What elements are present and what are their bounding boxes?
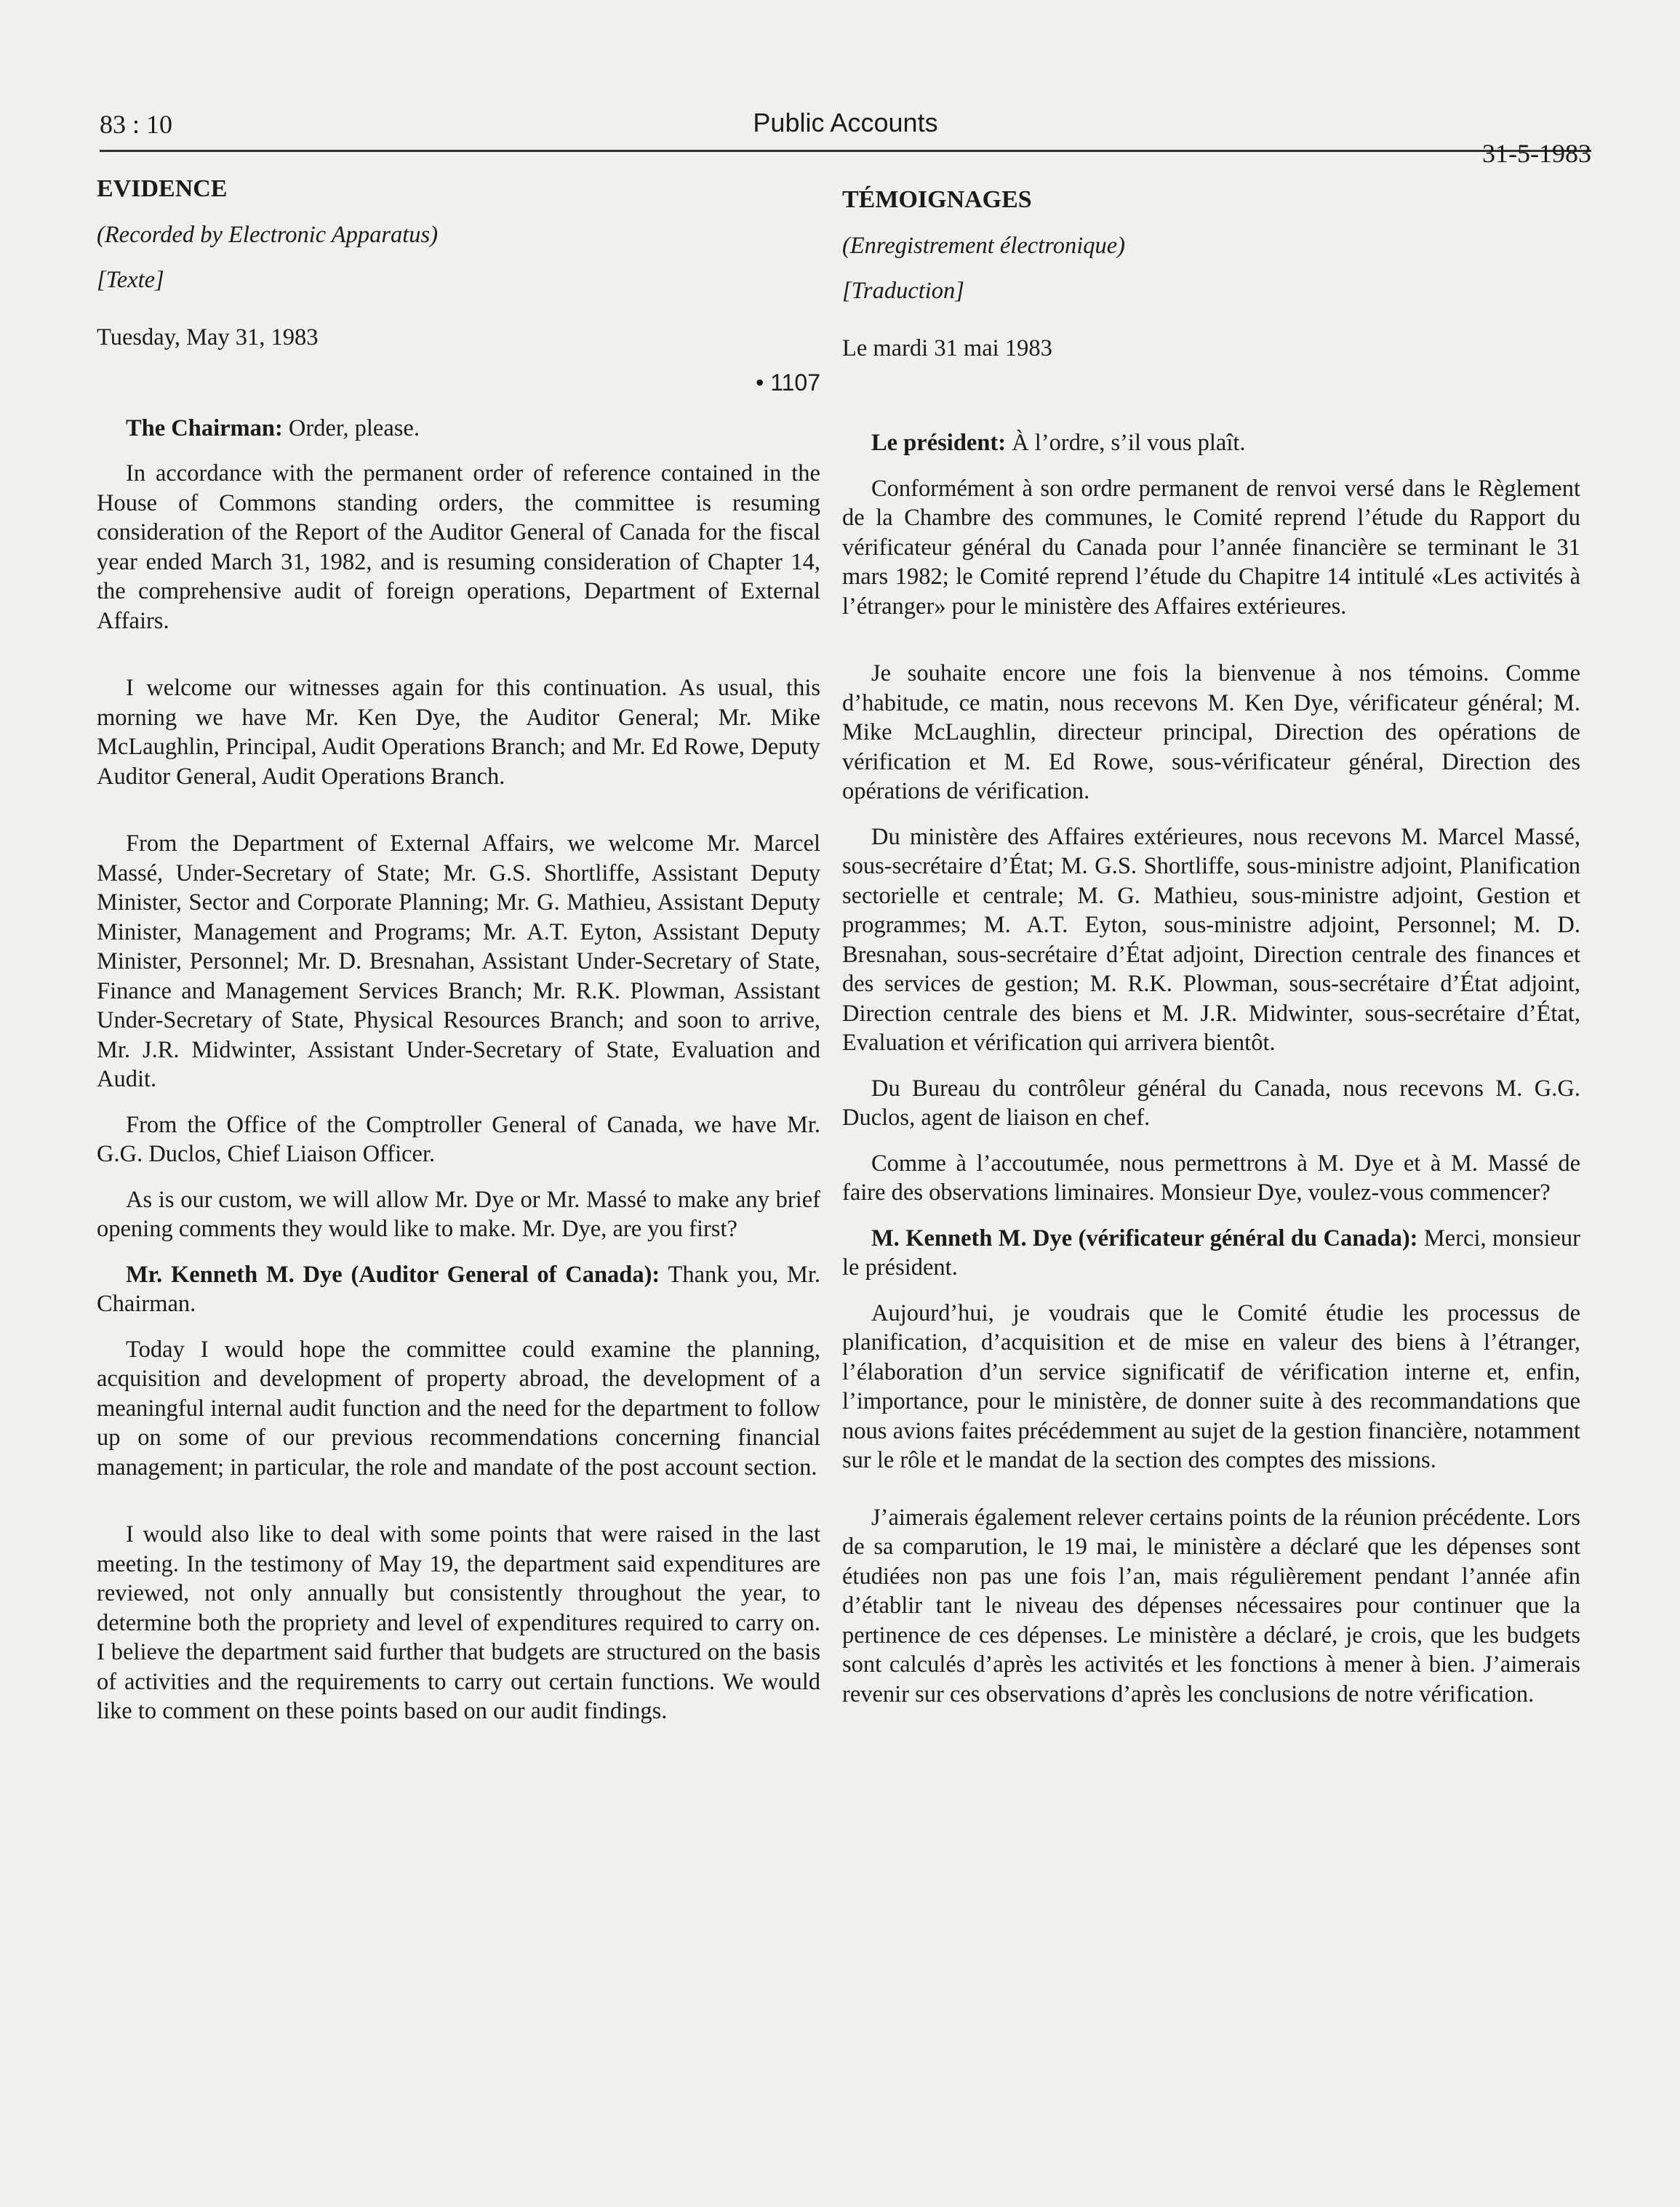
speaker-name: M. Kenneth M. Dye (vérificateur général du Canada): (871, 1225, 1418, 1251)
page-number: 83 : 10 (100, 110, 173, 139)
paragraph: From the Department of External Affairs, we welcome Mr. Marcel Massé, Under-Secretary of State; Mr. G.S. Shortliffe, Assistant Deputy Minister, Sector and Corporate Planning; Mr. G. Mathieu, Assistant Deputy Minister, Management and Programs; Mr. A.T. Eyton, Assistant Deputy Minister, Personnel; Mr. D. Bresnahan, Assistant Under-Secretary of State, Finance and Management Services Branch; Mr. R.K. Plowman, Assistant Under-Secretary of State, Physical Resources Branch; and soon to arrive, Mr. J.R. Midwinter, Assistant Under-Secretary of State, Evaluation and Audit. (97, 830, 820, 1092)
speaker-name: Le président: (871, 430, 1007, 456)
paragraph: Conformément à son ordre permanent de renvoi versé dans le Règlement de la Chambre des communes, le Comité reprend l’étude du Rapport du vérificateur général du Canada pour l’année financière se terminant le 31 mars 1982; le Comité reprend l’étude du Chapitre 14 intitulé «Les activités à l’étranger» pour le ministère des Affaires extérieures. (842, 475, 1580, 620)
recording-note: (Enregistrement électronique) (842, 232, 1125, 259)
paragraph: Je souhaite encore une fois la bienvenue à nos témoins. Comme d’habitude, ce matin, nous recevons M. Ken Dye, vérificateur général; M. Mike McLaughlin, directeur principal, Direction des opérations de vérification et M. Ed Rowe, sous-vérificateur général, Direction des opérations de vérification. (842, 660, 1580, 804)
paragraph: Aujourd’hui, je voudrais que le Comité étudie les processus de planification, d’acquisition et de mise en valeur des biens à l’étranger, l’élaboration d’un service significatif de vérification interne et, enfin, l’importance, pour le ministère, de donner suite à des recommandations que nous avions faites précédemment au sujet de la gestion financière, notamment sur le rôle et le mandat de la section des comptes des missions. (842, 1299, 1580, 1473)
speech-text: À l’ordre, s’il vous plaît. (1006, 430, 1246, 456)
english-column (97, 175, 820, 1726)
running-title: Public Accounts (753, 108, 938, 137)
paragraph: As is our custom, we will allow Mr. Dye or Mr. Massé to make any brief opening comments they would like to make. Mr. Dye, are you first? (97, 1186, 820, 1242)
speaker-name: Mr. Kenneth M. Dye (Auditor General of Canada): (126, 1261, 660, 1288)
paragraph: From the Office of the Comptroller General of Canada, we have Mr. G.G. Duclos, Chief Liaison Officer. (97, 1111, 820, 1167)
recording-note: (Recorded by Electronic Apparatus) (97, 221, 439, 248)
paragraph: J’aimerais également relever certains points de la réunion précédente. Lors de sa comparution, le 19 mai, le ministère a déclaré que les dépenses sont étudiées non pas une fois l’an, mais régulièrement pendant l’année afin d’établir tant le niveau des dépenses nécessaires pour continuer que la pertinence de ces dépenses. Le ministère a déclaré, je crois, que les budgets sont calculés d’après les activités et les fonctions à mener à bien. J’aimerais revenir sur ces observations d’après les conclusions de notre vérification. (842, 1504, 1580, 1707)
page-date: 31-5-1983 (1482, 139, 1591, 168)
text-label-value: [Traduction] (842, 278, 964, 304)
text-label-value: [Texte] (97, 267, 164, 293)
text-label (97, 265, 820, 295)
paragraph (97, 414, 820, 444)
section-title: TÉMOIGNAGES (842, 186, 1032, 213)
paragraph (842, 1224, 1580, 1283)
paragraph: Du Bureau du contrôleur général du Canada, nous recevons M. G.G. Duclos, agent de liaison en chef. (842, 1075, 1580, 1131)
paragraph: In accordance with the permanent order of reference contained in the House of Commons standing orders, the committee is resuming consideration of the Report of the Auditor General of Canada for the fiscal year ended March 31, 1982, and is resuming consideration of Chapter 14, the comprehensive audit of foreign operations, Department of External Affairs. (97, 460, 820, 634)
speech-text: Thank you, Mr. Chairman. (97, 1261, 820, 1317)
page-header (100, 102, 1591, 168)
paragraph (842, 428, 1580, 458)
text-label (842, 276, 1580, 306)
paragraph: I would also like to deal with some points that were raised in the last meeting. In the testimony of May 19, the department said expenditures are reviewed, not only annually but consistently throughout the year, to determine both the propriety and level of expenditures required to carry on. I believe the department said further that budgets are structured on the basis of activities and the requirements to carry out certain functions. We would like to comment on these points based on our audit findings. (97, 1521, 820, 1724)
paragraph: Comme à l’accoutumée, nous permettrons à M. Dye et à M. Massé de faire des observations liminaires. Monsieur Dye, voulez-vous commencer? (842, 1150, 1580, 1206)
paragraph (97, 1260, 820, 1319)
paragraph: Du ministère des Affaires extérieures, nous recevons M. Marcel Massé, sous-secrétaire d’État; M. G.S. Shortliffe, sous-ministre adjoint, Planification sectorielle et centrale; M. G. Mathieu, sous-ministre adjoint, Gestion et programmes; M. A.T. Eyton, sous-ministre adjoint, Personnel; M. D. Bresnahan, sous-secrétaire d’État adjoint, Direction centrale des finances et des services de gestion; M. R.K. Plowman, sous-secrétaire d’État adjoint, Direction centrale des biens et M. J.R. Midwinter, sous-secrétaire d’État, Evaluation et vérification qui arrivera bientôt. (842, 823, 1580, 1056)
speech-text: Order, please. (282, 414, 420, 441)
section-title: EVIDENCE (97, 175, 228, 202)
french-column (842, 185, 1580, 1709)
paragraph: I welcome our witnesses again for this continuation. As usual, this morning we have Mr. Ken Dye, the Auditor General; Mr. Mike McLaughlin, Principal, Audit Operations Branch; and Mr. Ed Rowe, Deputy Auditor General, Audit Operations Branch. (97, 675, 820, 790)
paragraph: Today I would hope the committee could examine the planning, acquisition and development of property abroad, the development of a meaningful internal audit function and the need for the department to follow up on some of our previous recommendations concerning financial management; in particular, the role and mandate of the post account section. (97, 1336, 820, 1481)
session-date: Le mardi 31 mai 1983 (842, 335, 1052, 361)
speech-text: Merci, monsieur le président. (842, 1225, 1581, 1281)
session-date: Tuesday, May 31, 1983 (97, 324, 319, 351)
speaker-name: The Chairman: (126, 414, 283, 441)
time-marker: • 1107 (756, 369, 820, 396)
